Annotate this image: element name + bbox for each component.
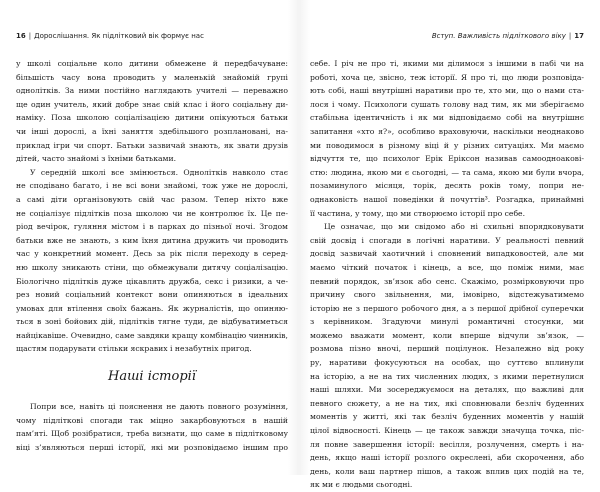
text-line: Попри все, навіть ці пояснення не дають повного розуміння, [30, 402, 288, 412]
text-line: ріод вечірок, гуляння містом і в парках до пізньої ночі. Згодом [16, 222, 288, 232]
text-line: розмова пізно вночі, перший поцілунок. Незалежно від року [310, 344, 584, 354]
text-line: історію не з першого робочого дня, а з першої дрібної суперечки [310, 303, 584, 313]
left-running-title: Дорослішання. Як підлітковий вік формує нас [34, 32, 204, 40]
text-line: певний порядок, зв’язок або сенс. Скажімо, розмірковуючи про [310, 276, 584, 286]
text-line: відчуття те, що психолог Ерік Еріксон називав самоодноакові- [310, 154, 584, 164]
text-line: не сподівано багато, і не всі вони знайомі, тож уже не дорослі, [16, 181, 288, 191]
text-line: однаковість нашої поведінки й почуттів³. Розгадка, принаймні [310, 194, 584, 204]
text-line: як ми є людьми сьогодні. [310, 480, 413, 490]
text-line: у школі соціальне коло дитини обмежене й передбачуване: [16, 59, 288, 68]
text-line: на історію, а не на тих численних людях, з якими перетнулися [310, 371, 584, 381]
section-heading: Наші історії [108, 369, 196, 385]
text-line: свій досвід і спогади в логічні наративи. У реальності певний [310, 235, 584, 245]
text-line: ню школу зникають стіни, що обмежували дитячу соціалізацію. [16, 262, 288, 272]
text-line: причину свого звільнення, ми, імовірно, відстежуватимемо [310, 290, 584, 300]
text-line: Це означає, що ми свідомо або ні схильні впорядковувати [324, 222, 584, 232]
right-page-body [310, 57, 584, 492]
text-line: лося і чому. Психологи сушать голову над тим, як ми зберігаємо [310, 99, 584, 109]
text-line: ще один учитель, який добре знає свій клас і його соціальну ди- [16, 99, 288, 109]
text-line: умовах для втілення своїх бажань. Як журналістів, що опиняю- [16, 303, 288, 313]
left-page-number: 16 [16, 32, 26, 40]
right-page-number: 17 [574, 32, 584, 40]
text-line: моментів у житті, які так безліч буденних моментів у нашій [310, 412, 584, 422]
text-line: батьки вже не знають, з ким їхня дитина дружить чи проводить [16, 235, 288, 245]
text-line: ля повне завершення історії: весілля, розлучення, смерть і на- [310, 439, 584, 449]
text-line: стю: людина, якою ми є сьогодні, — та сама, якою ми були вчора, [310, 167, 584, 177]
text-line: стабільна ідентичність і як ми відповідаємо собі на внутрішнє [310, 113, 584, 123]
text-line: маємо чіткий початок і кінець, а все, що поміж ними, має [310, 262, 584, 272]
text-line: ться в зоні бойових дій, підлітків тягне туди, де відбуватиметься [16, 317, 288, 327]
text-line: чи інші дорослі, а їхні заняття здебільшого розплановані, на- [16, 126, 288, 136]
text-line: її частина, у тому, що ми створюємо історії про себе. [310, 208, 525, 218]
text-line: приклад ігри чи спорт. Батьки зазвичай знають, як звати друзів [16, 140, 288, 150]
left-page-body [16, 57, 288, 454]
text-line: запитання «хто я?», особливо враховуючи, наскільки неоднаково [310, 126, 584, 136]
text-line: У середній школі все змінюється. Однолітків навколо стає [30, 167, 288, 177]
text-line: ють собі, наші внутрішні наративи про те, хто ми, що о нами ста- [310, 86, 584, 96]
text-line: можемо вважати момент, коли вперше відчули зв’язок, — [310, 330, 584, 340]
text-line: ру, наративи фокусуються на особах, що суттєво вплинули [310, 358, 584, 368]
text-line: наші шляхи. Ми зосереджуємося на деталях, що важливі для [310, 385, 584, 395]
text-line: день, коли ваш партнер пішов, а також вплив цих подій на те, [310, 466, 584, 476]
text-line: щастям подарувати стільки яскравих і незабутніх пригод. [16, 344, 252, 354]
text-line: однолітків. За ними постійно наглядають учителі — переважно [16, 86, 288, 96]
text-line: наміку. Поза школою соціалізацією дитини опікуються батьки [16, 113, 288, 123]
left-page [16, 0, 288, 475]
text-line: Біологічно підлітків дуже цікавлять дружба, секс і ризики, а че- [16, 276, 288, 286]
left-running-head-separator: | [28, 32, 32, 40]
text-line: а самі діти організовують свій час разом. Тепер ніхто вже [16, 194, 288, 204]
left-running-head [16, 30, 288, 42]
text-line: ми поводимося в різному віці й у різних ситуаціях. Ми маємо [310, 140, 584, 150]
text-line: віці з’являються перші історії, які ми розповідаємо іншим про [16, 442, 288, 452]
right-running-head-separator: | [568, 32, 572, 40]
right-running-head [310, 30, 584, 42]
text-line: певного сюжету, а не на тих, які сповнювали безліч буденних [310, 398, 584, 408]
right-page [310, 0, 584, 490]
text-line: не соціалізує підлітків поза школою чи не контролює їх. Це пе- [16, 208, 288, 218]
text-line: цілої відвосності. Кінець — це також завжди значуща точка, піс- [310, 426, 584, 436]
text-line: роботі, хоча це, звісно, теж історії. Я про ті, що люди розповіда- [310, 72, 584, 82]
text-line: дітей, часто знайомі з їхніми батьками. [16, 154, 176, 164]
book-gutter [288, 0, 310, 475]
right-running-title: Вступ. Важливість підліткового віку [431, 32, 566, 40]
text-line: найцікавіше. Очевидно, саме завдяки кращу комбінацію чинників, [16, 330, 288, 340]
text-line: час у конкретний момент. Десь за рік після переходу в серед- [16, 249, 288, 259]
text-line: досвід зазвичай хаотичний і сповнений випадковостей, але ми [310, 249, 584, 259]
text-line: пам’яті. Щоб розібратися, треба визнати, що саме в підлітковому [16, 429, 288, 439]
text-line: чому підліткові спогади так міцно закарбовуються в нашій [16, 415, 288, 425]
text-line: день, якщо наші історії розлого окреслені, аби скорочення, або [310, 453, 584, 463]
text-line: з керівником. Згадуючи минулі романтичні стосунки, ми [310, 317, 584, 327]
text-line: більшість часу вона проводить у маленькій знайомій групі [16, 72, 288, 82]
text-line: позаминулого місяця, торік, десять років тому, попри не- [310, 181, 584, 191]
text-line: себе. І річ не про ті, якими ми ділимося з іншими в пабі чи на [310, 59, 584, 68]
text-line: рез новий соціальний контекст вони опиняються в ідеальних [16, 290, 288, 300]
